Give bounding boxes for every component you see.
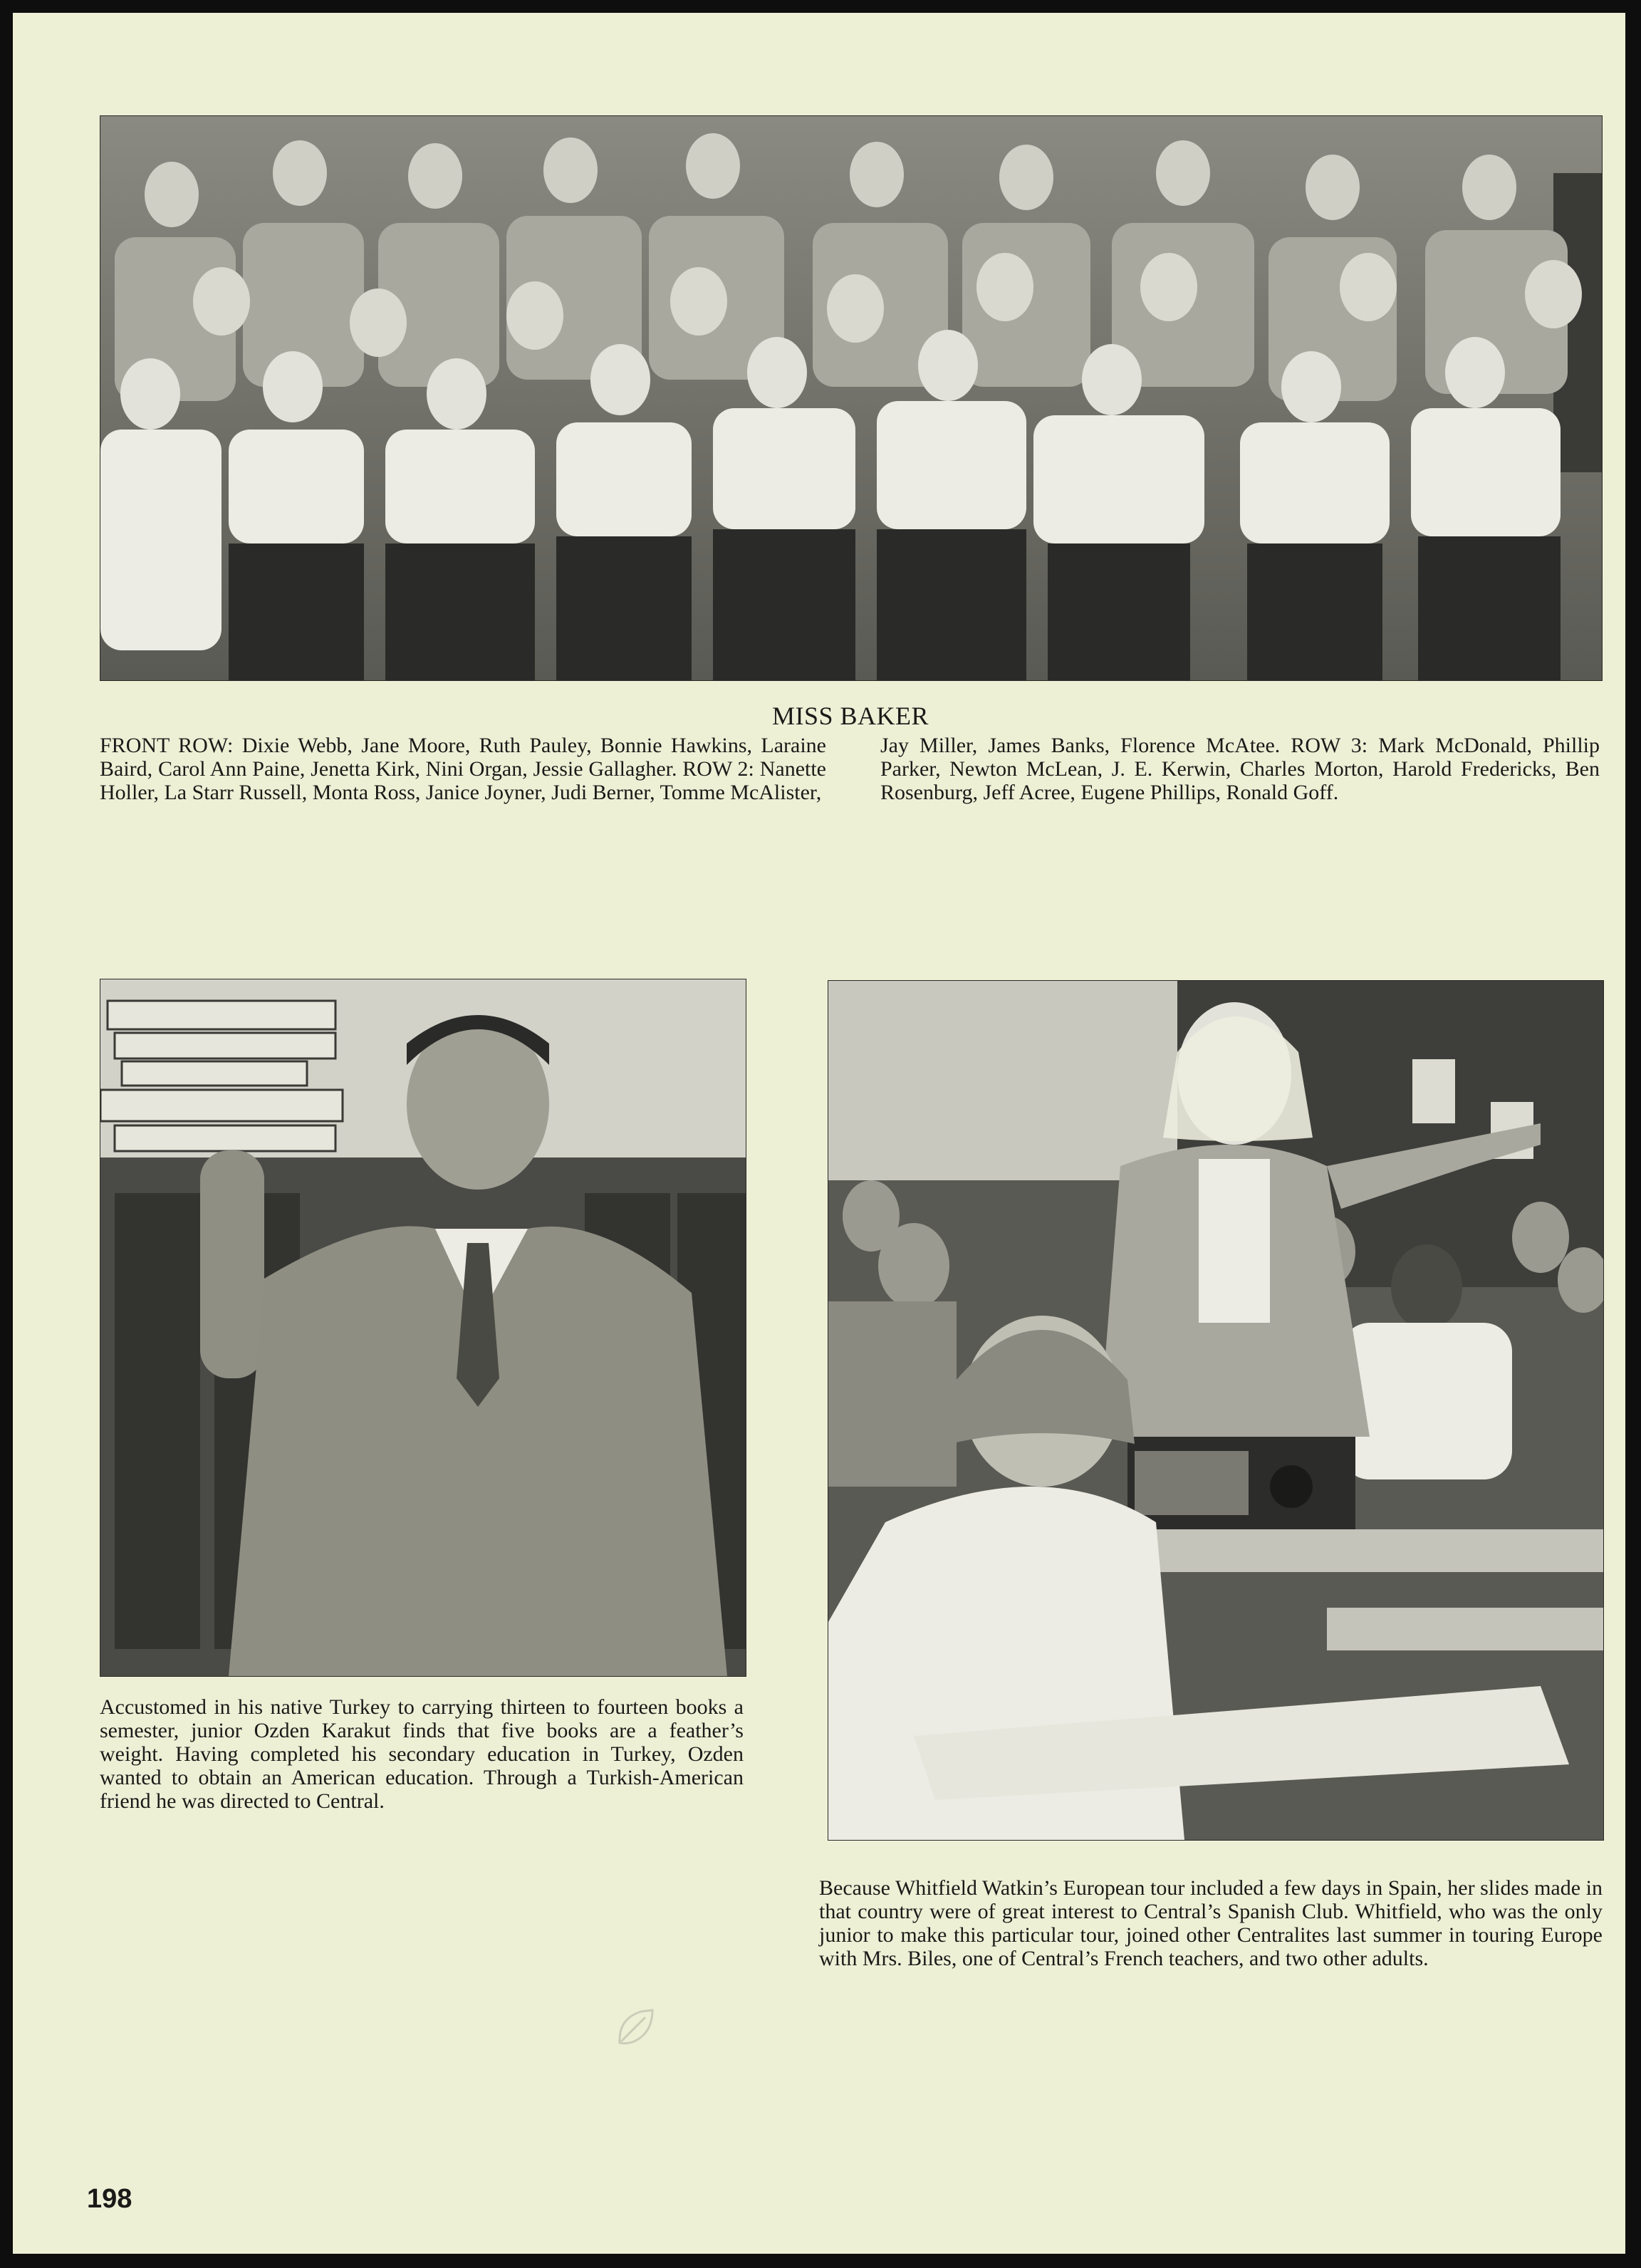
group-photo-title: MISS BAKER	[771, 702, 929, 730]
leaf-watermark-icon	[613, 2004, 658, 2050]
student-with-books-photo	[100, 979, 746, 1677]
yearbook-page	[13, 13, 1625, 2254]
group-photo	[100, 115, 1603, 681]
classroom-caption: Because Whitfield Watkin’s European tour included a few days in Spain, her slides made in that country were of great interest to Central’s Spanish Club. Whitfield, who was the only junior to make this particular tour, joined other Centralites last summer in touring Europe with Mrs. Biles, one of Central’s French teachers, and two other adults.	[819, 1876, 1603, 1970]
group-photo-image	[100, 116, 1602, 680]
group-names-left: FRONT ROW: Dixie Webb, Jane Moore, Ruth Pauley, Bonnie Hawkins, Laraine Baird, Carol Ann Paine, Jenetta Kirk, Nini Organ, Jessie Gallagher. ROW 2: Nanette Holler, La Starr Russell, Monta Ross, Janice Joyner, Judi Berner, Tomme McAlister,	[100, 734, 826, 804]
classroom-image	[828, 981, 1603, 1840]
student-with-books-image	[100, 979, 746, 1676]
classroom-photo	[828, 980, 1604, 1841]
page-number: 198	[87, 2184, 132, 2214]
group-names-right: Jay Miller, James Banks, Florence McAtee. ROW 3: Mark McDonald, Phillip Parker, Newton McLean, J. E. Kerwin, Charles Morton, Harold Fredericks, Ben Rosenburg, Jeff Acree, Eugene Phillips, Ronald Goff.	[880, 734, 1600, 804]
student-with-books-caption: Accustomed in his native Turkey to carrying thirteen to fourteen books a semester, junior Ozden Karakut finds that five books are a feather’s weight. Having completed his secondary education in Turkey, Ozden wanted to obtain an American education. Through a Turkish-American friend he was directed to Central.	[100, 1695, 744, 1813]
